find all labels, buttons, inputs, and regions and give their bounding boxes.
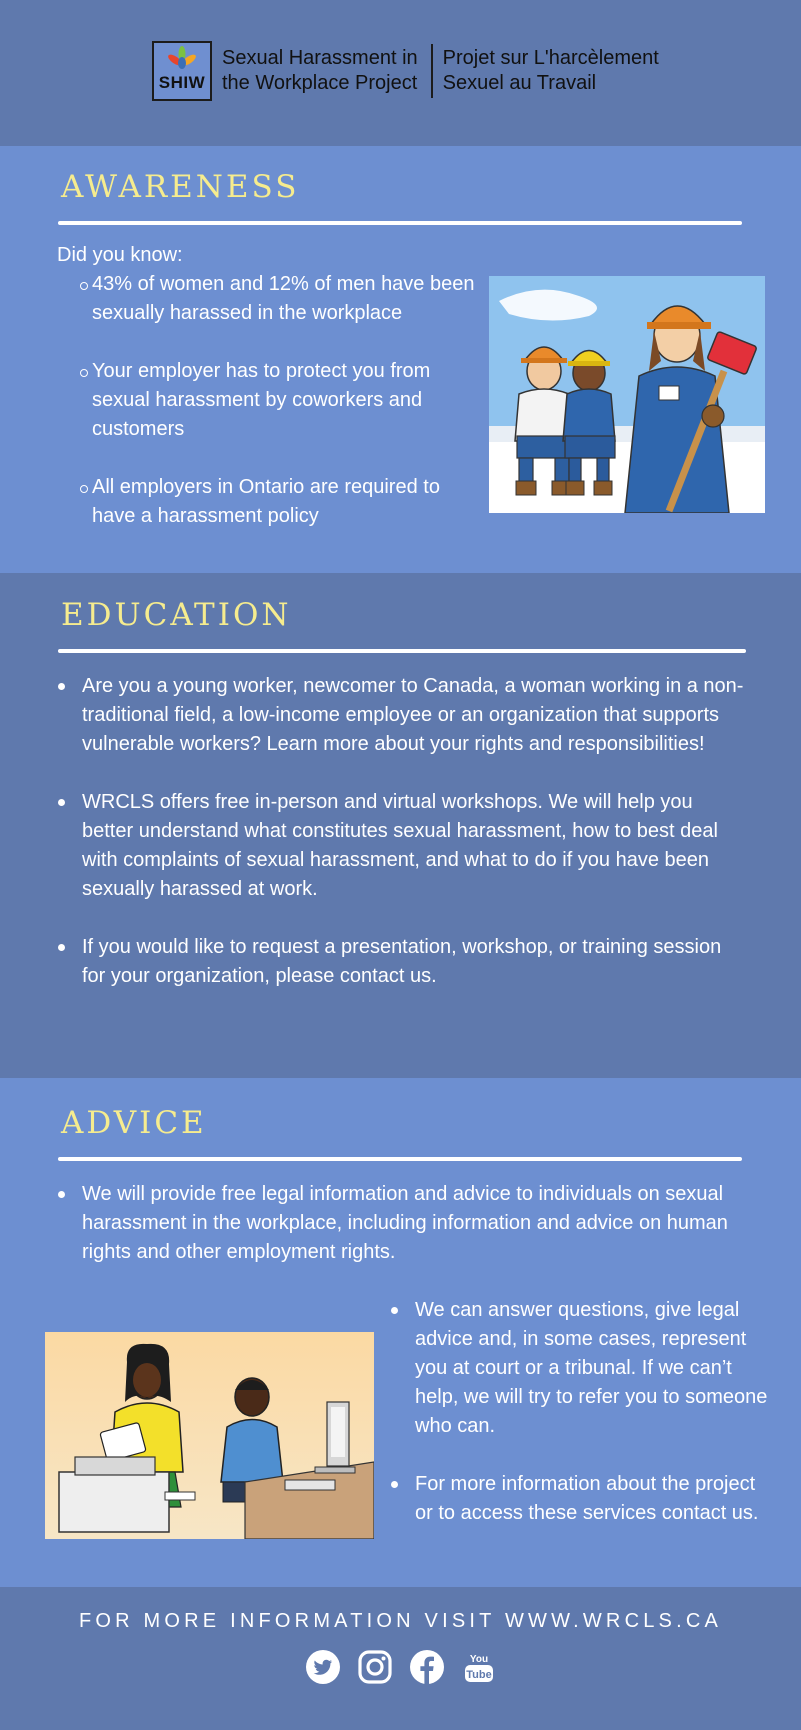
project-logo: [152, 39, 659, 103]
list-item: Are you a young worker, newcomer to Canada, a woman working in a non-traditional field, a low-income employee or an organization that supports vulnerable workers? Learn more about your rights and responsibilities!: [57, 672, 747, 759]
facebook-link[interactable]: [410, 1650, 444, 1684]
project-title-french-line2: Sexuel au Travail: [442, 72, 597, 94]
list-item: All employers in Ontario are required to have a harassment policy: [67, 473, 477, 531]
youtube-link[interactable]: [462, 1650, 496, 1684]
footer-band: [0, 1587, 801, 1730]
header-band: [0, 0, 801, 146]
twitter-icon: [306, 1650, 340, 1684]
list-item: Your employer has to protect you from sexual harassment by coworkers and customers: [67, 357, 477, 444]
list-item: 43% of women and 12% of men have been sexually harassed in the workplace: [67, 270, 477, 328]
instagram-icon: [358, 1650, 392, 1684]
logo-mark-text: SHIW: [158, 73, 206, 92]
list-item: We can answer questions, give legal advice and, in some cases, represent you at court or a tribunal. If we can’t help, we will try to refer you to someone who can.: [390, 1296, 768, 1441]
advice-section: [0, 1078, 801, 1587]
advice-right-list: [390, 1296, 768, 1528]
list-item: If you would like to request a presentation, workshop, or training session for your organization, please contact us.: [57, 933, 747, 991]
list-item: For more information about the project or to access these services contact us.: [390, 1470, 768, 1528]
social-links: [0, 1650, 801, 1684]
awareness-intro: Did you know:: [57, 244, 183, 266]
logo-divider: [431, 44, 433, 98]
awareness-heading: AWARENESS: [61, 169, 300, 205]
education-heading: EDUCATION: [61, 597, 292, 633]
flower-logo-icon: [167, 45, 197, 71]
facebook-icon: [410, 1650, 444, 1684]
office-workers-illustration: [45, 1332, 374, 1539]
youtube-icon-you: You: [469, 1654, 488, 1665]
construction-workers-illustration: [489, 276, 765, 513]
project-title-english: [222, 46, 418, 96]
education-rule: [58, 649, 746, 653]
advice-heading: ADVICE: [61, 1105, 207, 1141]
twitter-link[interactable]: [306, 1650, 340, 1684]
project-title-english-line2: the Workplace Project: [222, 72, 418, 94]
awareness-rule: [58, 221, 742, 225]
project-title-french: [443, 46, 659, 96]
project-title-english-line1: Sexual Harassment in: [222, 47, 418, 69]
youtube-icon-tube: Tube: [465, 1669, 492, 1681]
education-section: [0, 573, 801, 1078]
advice-top-list: [57, 1180, 767, 1267]
awareness-section: [0, 146, 801, 573]
awareness-list: [67, 270, 477, 531]
youtube-icon: [462, 1650, 496, 1684]
shiw-logo-box: [152, 41, 212, 101]
footer-visit-text: FOR MORE INFORMATION VISIT WWW.WRCLS.CA: [78, 1610, 723, 1632]
advice-rule: [58, 1157, 742, 1161]
list-item: WRCLS offers free in-person and virtual workshops. We will help you better understand what constitutes sexual harassment, how to best deal with complaints of sexual harassment, and what to do if you have been sexually harassed at work.: [57, 788, 747, 904]
education-list: [57, 672, 747, 991]
list-item: We will provide free legal information and advice to individuals on sexual harassment in the workplace, including information and advice on human rights and other employment rights.: [57, 1180, 767, 1267]
project-title-french-line1: Projet sur L'harcèlement: [442, 47, 659, 69]
instagram-link[interactable]: [358, 1650, 392, 1684]
